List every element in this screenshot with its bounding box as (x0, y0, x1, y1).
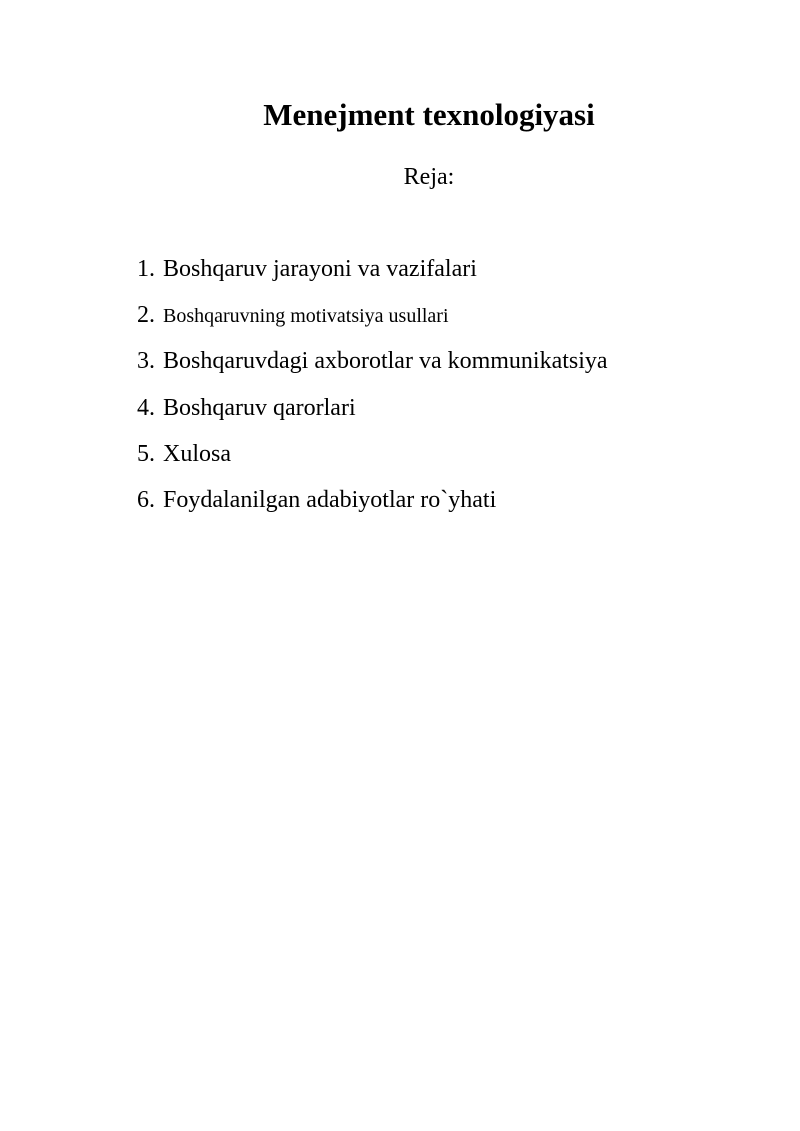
plan-item-text: Boshqaruv qarorlari (163, 395, 356, 421)
plan-item (137, 439, 231, 469)
plan-item-number: 2. (137, 302, 155, 328)
plan-item-number: 4. (137, 395, 155, 421)
plan-item-text: Foydalanilgan adabiyotlar ro`yhati (163, 487, 497, 513)
plan-item-text: Boshqaruvning motivatsiya usullari (163, 305, 449, 327)
plan-item (137, 254, 477, 284)
plan-item-number: 6. (137, 487, 155, 513)
plan-item-number: 5. (137, 441, 155, 467)
plan-item-number: 3. (137, 348, 155, 374)
plan-item (137, 300, 449, 331)
plan-item-text: Boshqaruv jarayoni va vazifalari (163, 256, 477, 282)
plan-item (137, 485, 496, 515)
plan-item (137, 393, 356, 423)
plan-item-text: Xulosa (163, 441, 231, 467)
document-title: Menejment texnologiyasi (263, 97, 595, 132)
plan-item-number: 1. (137, 256, 155, 282)
plan-item (137, 346, 608, 376)
plan-item-text: Boshqaruvdagi axborotlar va kommunikatsiya (163, 348, 608, 374)
plan-heading: Reja: (403, 164, 455, 190)
